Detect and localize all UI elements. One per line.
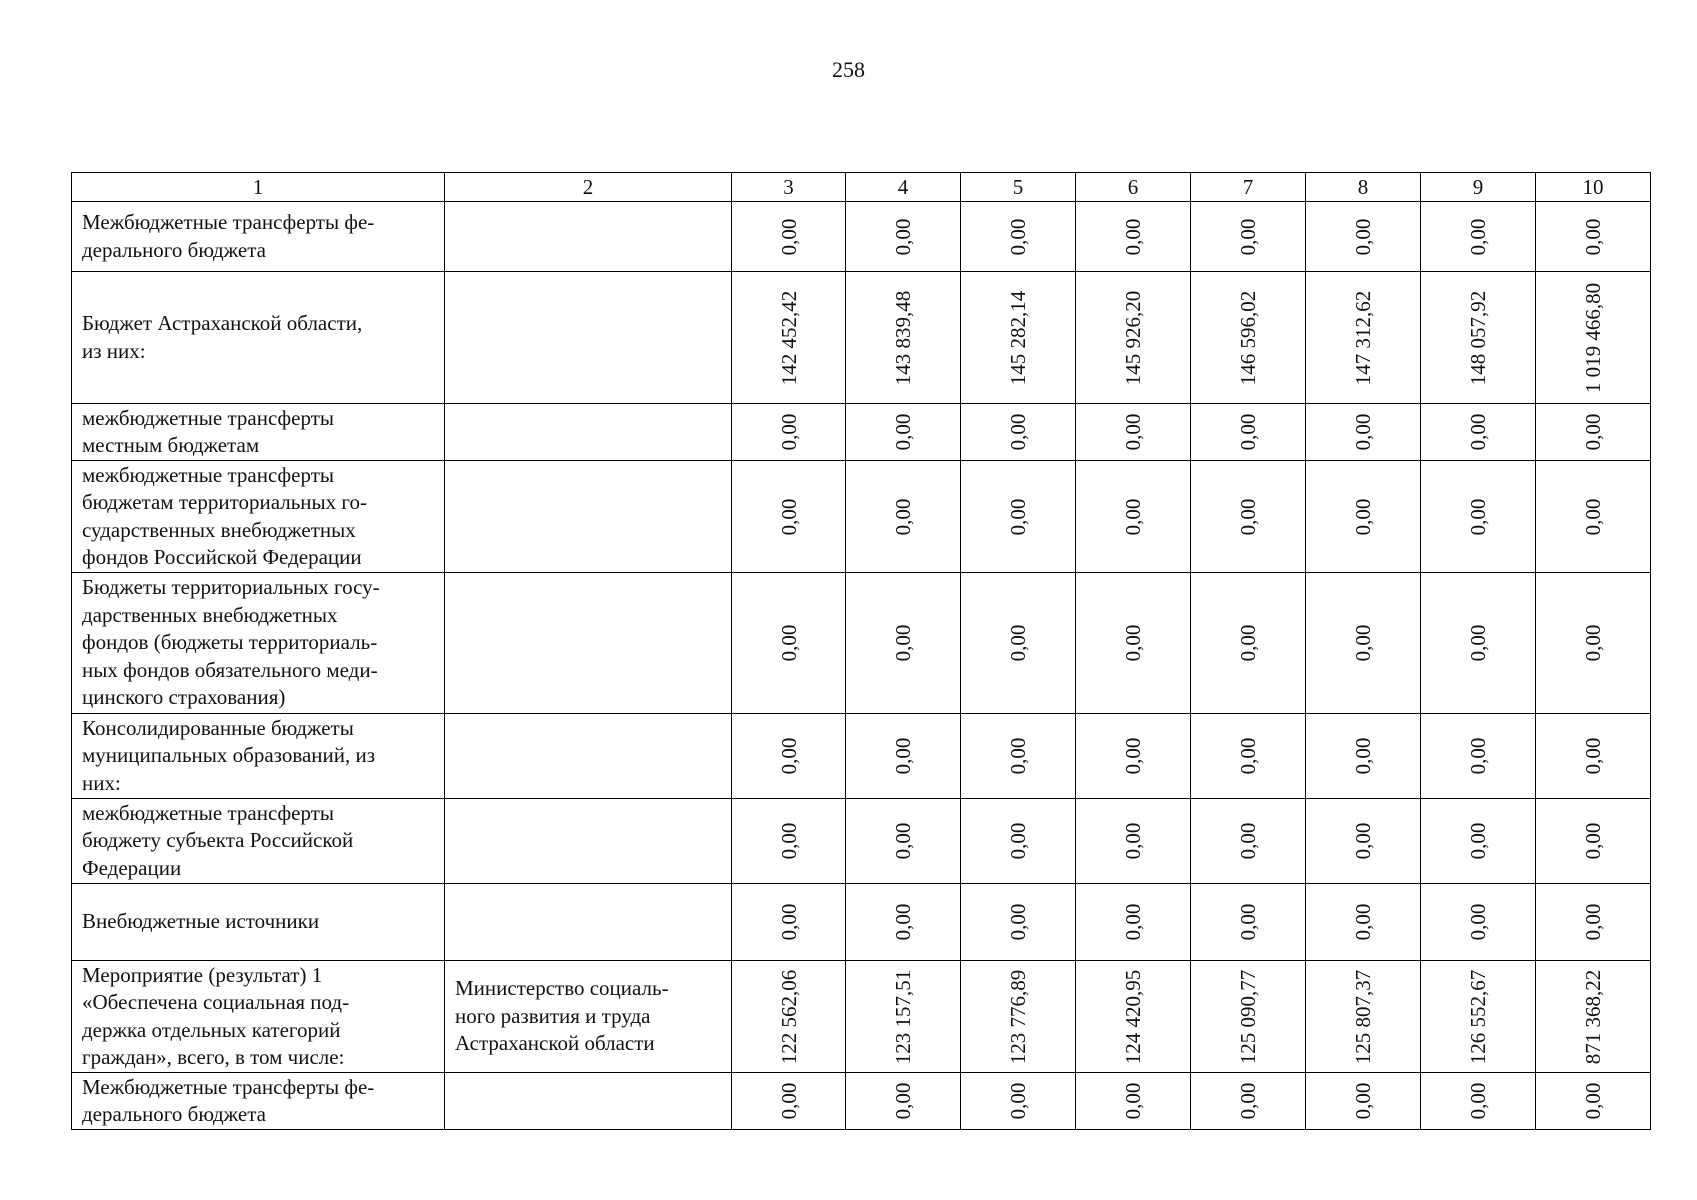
value-text: 0,00: [1466, 903, 1490, 941]
value-text: 0,00: [891, 737, 915, 775]
column-header-3: 3: [732, 173, 846, 202]
value-text: 146 596,02: [1236, 290, 1260, 385]
row-label-line: бюджетам территориальных го-: [82, 490, 367, 514]
value-cell-col-8: [1306, 272, 1421, 404]
value-cell-col-9: [1421, 404, 1536, 461]
value-cell-col-10: [1536, 202, 1651, 272]
value-cell-col-9: [1421, 884, 1536, 961]
value-cell-col-7: [1191, 404, 1306, 461]
row-label: [72, 799, 445, 884]
value-text: 0,00: [1236, 903, 1260, 941]
table-row: [72, 884, 1651, 961]
value-text: 0,00: [776, 1082, 801, 1120]
value-cell-col-4: [846, 714, 961, 799]
table-body: [72, 202, 1651, 1130]
row-executor-line: Министерство социаль-: [455, 976, 669, 1001]
value-cell-col-6: [1076, 202, 1191, 272]
value-cell-col-5: [961, 961, 1076, 1073]
row-label-line: фондов Российской Федерации: [82, 545, 362, 569]
value-text: 0,00: [1581, 903, 1605, 941]
value-text: 0,00: [1121, 737, 1145, 775]
value-cell-col-3: [732, 272, 846, 404]
value-text: 0,00: [1006, 498, 1030, 535]
row-executor: [445, 1073, 732, 1130]
row-label-line: из них:: [82, 338, 146, 363]
value-text: 148 057,92: [1466, 290, 1490, 385]
value-cell-col-7: [1191, 1073, 1306, 1130]
value-cell-col-6: [1076, 799, 1191, 884]
row-label-line: бюджету субъекта Российской: [82, 828, 354, 853]
value-cell-col-4: [846, 799, 961, 884]
value-cell-col-9: [1421, 961, 1536, 1073]
value-cell-col-7: [1191, 461, 1306, 573]
value-cell-col-5: [961, 202, 1076, 272]
value-cell-col-9: [1421, 272, 1536, 404]
value-cell-col-10: [1536, 884, 1651, 961]
value-text: 0,00: [1466, 218, 1490, 255]
value-cell-col-3: [732, 404, 846, 461]
row-executor: [445, 272, 732, 404]
row-label-line: Межбюджетные трансферты фе-: [82, 1074, 375, 1099]
value-text: 0,00: [891, 903, 915, 941]
value-cell-col-8: [1306, 1073, 1421, 1130]
value-text: 0,00: [1351, 1082, 1375, 1120]
value-cell-col-3: [732, 714, 846, 799]
row-label-line: держка отдельных категорий: [82, 1017, 341, 1042]
table-row: [72, 714, 1651, 799]
value-cell-col-7: [1191, 202, 1306, 272]
value-text: 0,00: [1351, 822, 1375, 860]
value-cell-col-5: [961, 272, 1076, 404]
column-header-4: 4: [846, 173, 961, 202]
value-cell-col-6: [1076, 573, 1191, 714]
row-label: [72, 272, 445, 404]
value-text: 0,00: [1581, 737, 1605, 775]
value-text: 0,00: [1006, 903, 1030, 941]
value-text: 0,00: [1581, 413, 1605, 451]
value-text: 123 776,89: [1006, 969, 1030, 1064]
column-header-5: 5: [961, 173, 1076, 202]
value-cell-col-9: [1421, 461, 1536, 573]
row-label-line: дерального бюджета: [82, 237, 266, 262]
value-cell-col-3: [732, 461, 846, 573]
value-cell-col-8: [1306, 961, 1421, 1073]
value-cell-col-5: [961, 404, 1076, 461]
value-cell-col-10: [1536, 1073, 1651, 1130]
column-header-9: 9: [1421, 173, 1536, 202]
value-text: 0,00: [891, 218, 915, 255]
row-executor: [445, 714, 732, 799]
row-label-line: Межбюджетные трансферты фе-: [82, 210, 375, 234]
value-cell-col-8: [1306, 202, 1421, 272]
value-cell-col-5: [961, 1073, 1076, 1130]
value-text: 0,00: [776, 624, 801, 662]
value-cell-col-3: [732, 573, 846, 714]
value-text: 147 312,62: [1351, 290, 1375, 385]
value-cell-col-7: [1191, 714, 1306, 799]
value-text: 125 807,37: [1351, 969, 1375, 1064]
table-row: [72, 799, 1651, 884]
value-text: 0,00: [1236, 737, 1260, 775]
row-label: [72, 714, 445, 799]
value-text: 0,00: [1581, 498, 1605, 535]
row-label-line: «Обеспечена социальная под-: [82, 990, 350, 1014]
value-cell-col-4: [846, 272, 961, 404]
value-text: 0,00: [1351, 903, 1375, 941]
table-row: [72, 1073, 1651, 1130]
value-text: 0,00: [1581, 822, 1605, 860]
value-cell-col-6: [1076, 404, 1191, 461]
value-text: 0,00: [891, 413, 915, 451]
value-text: 0,00: [1581, 624, 1605, 662]
value-text: 145 926,20: [1121, 290, 1145, 385]
table-row: [72, 961, 1651, 1073]
value-cell-col-5: [961, 461, 1076, 573]
value-cell-col-8: [1306, 714, 1421, 799]
value-text: 0,00: [1466, 737, 1490, 775]
value-text: 0,00: [1121, 903, 1145, 941]
value-text: 0,00: [1236, 498, 1260, 535]
value-cell-col-6: [1076, 714, 1191, 799]
value-text: 1 019 466,80: [1581, 282, 1605, 393]
value-text: 145 282,14: [1006, 290, 1030, 385]
value-text: 0,00: [776, 903, 801, 941]
table-row: [72, 461, 1651, 573]
row-label-line: местным бюджетам: [82, 433, 260, 457]
value-cell-col-6: [1076, 884, 1191, 961]
value-cell-col-9: [1421, 202, 1536, 272]
value-cell-col-4: [846, 1073, 961, 1130]
value-text: 0,00: [1236, 413, 1260, 451]
value-cell-col-4: [846, 884, 961, 961]
value-text: 0,00: [1351, 218, 1375, 255]
table-row: [72, 202, 1651, 272]
value-text: 0,00: [1121, 624, 1145, 662]
value-text: 126 552,67: [1466, 969, 1490, 1064]
value-cell-col-7: [1191, 884, 1306, 961]
row-label: [72, 202, 445, 272]
row-label: [72, 461, 445, 573]
value-text: 0,00: [1466, 413, 1490, 451]
value-text: 143 839,48: [891, 290, 915, 385]
value-text: 0,00: [1006, 737, 1030, 775]
row-label-line: них:: [82, 770, 121, 795]
value-text: 0,00: [1581, 1082, 1605, 1120]
value-cell-col-3: [732, 202, 846, 272]
value-text: 0,00: [776, 737, 801, 775]
value-text: 0,00: [776, 218, 801, 255]
value-cell-col-8: [1306, 884, 1421, 961]
column-header-1: 1: [72, 173, 445, 202]
value-cell-col-7: [1191, 799, 1306, 884]
row-executor: [445, 884, 732, 961]
value-text: 0,00: [1466, 1082, 1490, 1120]
value-text: 0,00: [1351, 413, 1375, 451]
value-text: 0,00: [891, 1082, 915, 1120]
value-cell-col-7: [1191, 573, 1306, 714]
value-text: 0,00: [1006, 218, 1030, 255]
column-header-8: 8: [1306, 173, 1421, 202]
value-cell-col-6: [1076, 961, 1191, 1073]
row-label: [72, 884, 445, 961]
value-cell-col-10: [1536, 404, 1651, 461]
value-text: 142 452,42: [776, 290, 801, 385]
value-cell-col-6: [1076, 1073, 1191, 1130]
value-cell-col-4: [846, 202, 961, 272]
value-text: 0,00: [1236, 218, 1260, 255]
value-cell-col-9: [1421, 714, 1536, 799]
value-text: 0,00: [776, 822, 801, 860]
value-cell-col-6: [1076, 461, 1191, 573]
row-label-line: Мероприятие (результат) 1: [82, 962, 323, 987]
value-text: 0,00: [776, 413, 801, 451]
table-row: [72, 573, 1651, 714]
row-label: [72, 961, 445, 1073]
row-executor: [445, 404, 732, 461]
value-cell-col-4: [846, 961, 961, 1073]
value-text: 0,00: [1236, 822, 1260, 860]
value-text: 0,00: [1466, 822, 1490, 860]
row-label-line: Бюджет Астраханской области,: [82, 311, 363, 335]
value-cell-col-10: [1536, 799, 1651, 884]
value-cell-col-7: [1191, 272, 1306, 404]
value-text: 0,00: [891, 822, 915, 860]
value-cell-col-3: [732, 1073, 846, 1130]
value-text: 0,00: [891, 624, 915, 662]
value-text: 0,00: [1121, 1082, 1145, 1120]
value-text: 0,00: [1121, 218, 1145, 255]
row-label-line: цинского страхования): [82, 685, 286, 710]
row-executor: [445, 573, 732, 714]
value-text: 0,00: [1236, 1082, 1260, 1120]
column-header-2: 2: [445, 173, 732, 202]
value-text: 122 562,06: [776, 969, 801, 1064]
value-text: 0,00: [1121, 822, 1145, 860]
header-row: [72, 173, 1651, 202]
budget-table: [71, 172, 1651, 1130]
row-label-line: фондов (бюджеты территориаль-: [82, 630, 378, 655]
row-label-line: ных фондов обязательного меди-: [82, 657, 378, 682]
value-cell-col-5: [961, 714, 1076, 799]
value-text: 0,00: [1236, 624, 1260, 662]
table-row: [72, 404, 1651, 461]
value-cell-col-10: [1536, 961, 1651, 1073]
row-label-line: сударственных внебюджетных: [82, 517, 356, 542]
row-executor: [445, 799, 732, 884]
row-label-line: межбюджетные трансферты: [82, 462, 334, 487]
value-text: 0,00: [1121, 413, 1145, 451]
value-cell-col-5: [961, 573, 1076, 714]
value-cell-col-4: [846, 461, 961, 573]
row-executor: [445, 961, 732, 1073]
value-text: 0,00: [776, 498, 801, 535]
value-cell-col-3: [732, 884, 846, 961]
row-label-line: дерального бюджета: [82, 1102, 266, 1126]
value-cell-col-10: [1536, 272, 1651, 404]
row-executor: [445, 202, 732, 272]
row-label-line: межбюджетные трансферты: [82, 800, 334, 825]
value-text: 0,00: [1006, 822, 1030, 860]
value-cell-col-4: [846, 573, 961, 714]
row-label-line: Федерации: [82, 855, 182, 880]
value-text: 0,00: [1006, 1082, 1030, 1120]
value-cell-col-3: [732, 799, 846, 884]
value-text: 0,00: [1351, 498, 1375, 535]
value-text: 0,00: [1581, 218, 1605, 255]
value-cell-col-10: [1536, 573, 1651, 714]
row-label-line: межбюджетные трансферты: [82, 405, 334, 430]
value-cell-col-10: [1536, 461, 1651, 573]
row-label-line: Бюджеты территориальных госу-: [82, 575, 380, 600]
row-label: [72, 573, 445, 714]
value-cell-col-8: [1306, 461, 1421, 573]
column-header-7: 7: [1191, 173, 1306, 202]
column-header-10: 10: [1536, 173, 1651, 202]
row-label: [72, 1073, 445, 1130]
value-text: 0,00: [1121, 498, 1145, 535]
value-text: 0,00: [891, 498, 915, 535]
value-text: 124 420,95: [1121, 969, 1145, 1064]
value-cell-col-8: [1306, 573, 1421, 714]
row-label-line: Консолидированные бюджеты: [82, 715, 354, 740]
value-cell-col-9: [1421, 799, 1536, 884]
row-label-line: муниципальных образований, из: [82, 743, 376, 768]
value-text: 0,00: [1351, 737, 1375, 775]
value-text: 871 368,22: [1581, 969, 1605, 1064]
value-text: 125 090,77: [1236, 969, 1260, 1064]
value-cell-col-8: [1306, 799, 1421, 884]
row-executor: [445, 461, 732, 573]
column-header-6: 6: [1076, 173, 1191, 202]
page-number: 258: [832, 57, 865, 82]
value-text: 0,00: [1006, 413, 1030, 451]
row-label-line: Внебюджетные источники: [82, 909, 320, 934]
row-label: [72, 404, 445, 461]
value-cell-col-3: [732, 961, 846, 1073]
row-label-line: дарственных внебюджетных: [82, 602, 338, 627]
value-cell-col-8: [1306, 404, 1421, 461]
row-executor-line: ного развития и труда: [455, 1003, 651, 1028]
value-text: 0,00: [1466, 624, 1490, 662]
value-cell-col-9: [1421, 573, 1536, 714]
value-cell-col-4: [846, 404, 961, 461]
value-cell-col-7: [1191, 961, 1306, 1073]
value-cell-col-5: [961, 799, 1076, 884]
value-cell-col-9: [1421, 1073, 1536, 1130]
value-cell-col-5: [961, 884, 1076, 961]
value-text: 123 157,51: [891, 969, 915, 1064]
value-text: 0,00: [1351, 624, 1375, 662]
value-text: 0,00: [1466, 498, 1490, 535]
row-executor-line: Астраханской области: [455, 1031, 655, 1056]
value-cell-col-6: [1076, 272, 1191, 404]
value-cell-col-10: [1536, 714, 1651, 799]
row-label-line: граждан», всего, в том числе:: [82, 1045, 345, 1069]
table-row: [72, 272, 1651, 404]
value-text: 0,00: [1006, 624, 1030, 662]
